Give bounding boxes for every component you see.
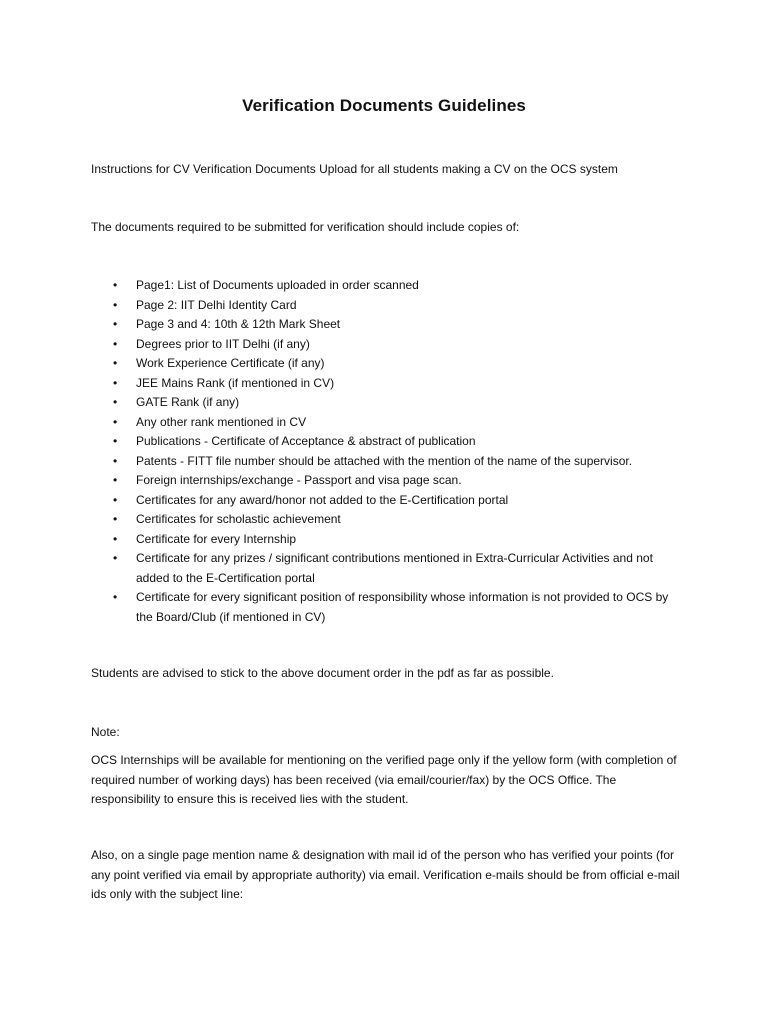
advice-text: Students are advised to stick to the above document order in the pdf as far as possible.: [91, 666, 554, 680]
list-item: [113, 374, 683, 394]
list-item: [113, 471, 683, 491]
list-item-text: Page 3 and 4: 10th & 12th Mark Sheet: [136, 317, 341, 331]
list-item-text: Certificates for any award/honor not added to the E-Certification portal: [136, 492, 509, 507]
bullet-icon: •: [113, 356, 118, 370]
list-item: [113, 276, 683, 296]
list-item: [113, 491, 683, 511]
bullet-icon: •: [113, 531, 118, 546]
list-item: [113, 452, 683, 472]
list-item: [113, 432, 683, 452]
instructions-text: Instructions for CV Verification Documents Upload for all students making a CV on the OCS system: [91, 162, 618, 176]
note-label: Note:: [91, 725, 120, 739]
bullet-icon: •: [113, 434, 118, 448]
bullet-icon: •: [113, 590, 118, 604]
list-item: [113, 335, 683, 355]
list-item-text: GATE Rank (if any): [136, 395, 240, 409]
list-item-text: Certificate for every significant position of responsibility whose information is not provided to OCS by the Board/Club (if mentioned in CV): [136, 590, 669, 624]
bullet-icon: •: [113, 278, 118, 292]
page-title: Verification Documents Guidelines: [242, 96, 526, 115]
list-item-text: Foreign internships/exchange - Passport and visa page scan.: [136, 473, 462, 487]
list-item: [113, 413, 683, 433]
bullet-icon: •: [113, 336, 118, 351]
list-item: [113, 315, 683, 335]
list-item-text: Publications - Certificate of Acceptance & abstract of publication: [136, 434, 476, 448]
list-item-text: Certificates for scholastic achievement: [136, 512, 341, 526]
bullet-icon: •: [113, 551, 118, 565]
list-item-text: Degrees prior to IIT Delhi (if any): [136, 336, 310, 351]
note-text: OCS Internships will be available for mentioning on the verified page only if the yellow form (with completion of required number of working days) has been received (via email/courier/fax) by the OCS Office. The responsibility to ensure this is received lies with the student.: [91, 753, 677, 806]
bullet-icon: •: [113, 492, 118, 507]
bullet-icon: •: [113, 297, 118, 312]
bullet-icon: •: [113, 453, 118, 468]
list-item-text: Page1: List of Documents uploaded in order scanned: [136, 278, 419, 292]
list-item-text: Patents - FITT file number should be attached with the mention of the name of the supervisor.: [136, 453, 633, 468]
list-item-text: Work Experience Certificate (if any): [136, 356, 325, 370]
bullet-icon: •: [113, 414, 118, 429]
list-item-text: JEE Mains Rank (if mentioned in CV): [136, 375, 335, 390]
list-item-text: Certificate for any prizes / significant contributions mentioned in Extra-Curricular Activities and not added to the E-Certification portal: [136, 551, 653, 585]
list-item: [113, 510, 683, 530]
list-item: [113, 354, 683, 374]
bullet-icon: •: [113, 473, 118, 487]
list-item: [113, 530, 683, 550]
documents-list: [113, 276, 683, 627]
intro-text: The documents required to be submitted for verification should include copies of:: [91, 220, 520, 234]
list-item-text: Page 2: IIT Delhi Identity Card: [136, 297, 297, 312]
list-item: [113, 588, 683, 627]
bullet-icon: •: [113, 317, 118, 331]
list-item: [113, 393, 683, 413]
bullet-icon: •: [113, 512, 118, 526]
bullet-icon: •: [113, 395, 118, 409]
list-item: [113, 549, 683, 588]
bullet-icon: •: [113, 375, 118, 390]
list-item-text: Certificate for every Internship: [136, 531, 297, 546]
also-text: Also, on a single page mention name & designation with mail id of the person who has verified your points (for any point verified via email by appropriate authority) via email. Verification e-mails should be from official e-mail ids only with the subject line:: [91, 848, 680, 901]
list-item: [113, 296, 683, 316]
list-item-text: Any other rank mentioned in CV: [136, 414, 307, 429]
